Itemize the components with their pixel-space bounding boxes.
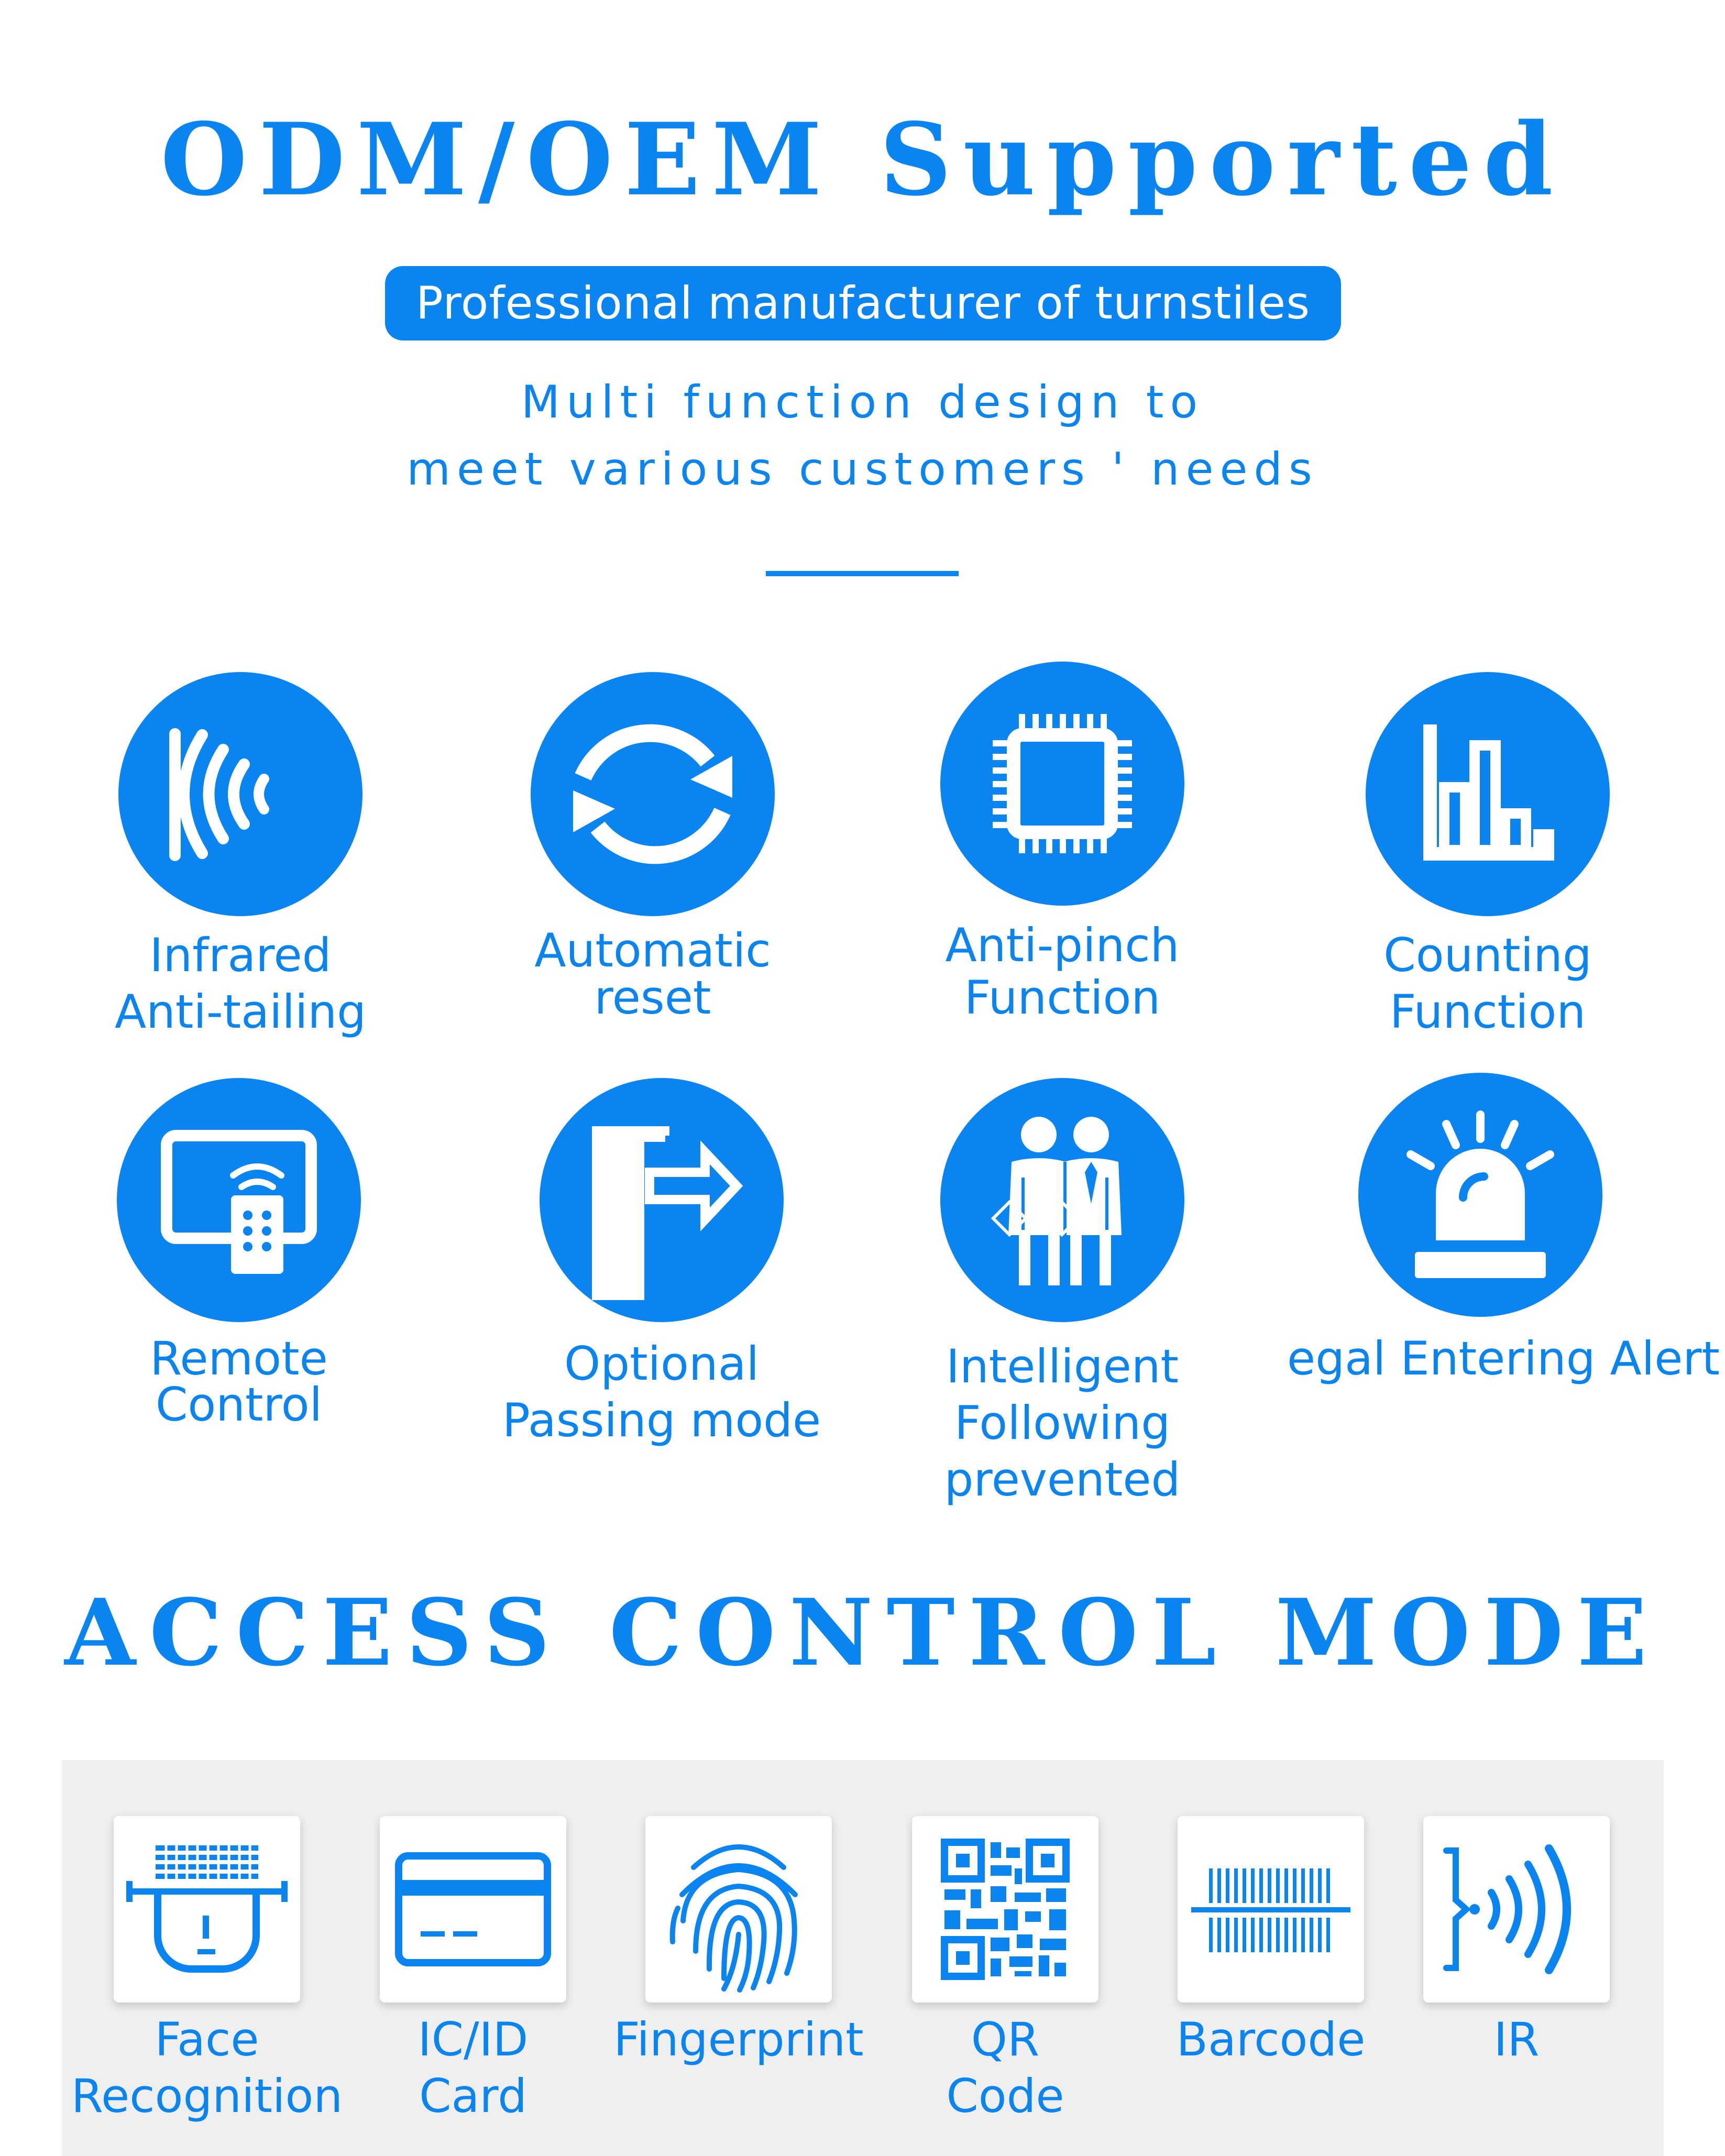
- access-control-title: ACCESS CONTROL MODE: [64, 1579, 1661, 1687]
- face-recognition-icon: [114, 1816, 300, 2003]
- ir-signal-icon: [1423, 1816, 1610, 2003]
- feature-label-remote-control: Remote Control: [150, 1332, 328, 1432]
- tagline-line-1: Multi function design to: [521, 376, 1204, 428]
- mode-tile-qr: [912, 1816, 1098, 2003]
- mode-label-ir: IR: [1493, 2012, 1540, 2066]
- mode-tile-barcode: [1178, 1816, 1364, 2003]
- infrared-feature: [118, 672, 362, 916]
- feature-label-counting: Counting Function: [1383, 928, 1592, 1039]
- remote-control-feature: [117, 1078, 361, 1322]
- refresh-icon: [531, 672, 775, 916]
- feature-label-entering-alert: egal Entering Alert: [1287, 1332, 1720, 1385]
- passing-mode-feature: [540, 1078, 784, 1322]
- bar-chart-icon: [1366, 672, 1610, 916]
- page-title: ODM/OEM Supported: [160, 101, 1565, 218]
- subtitle-badge: Professional manufacturer of turnstiles: [385, 266, 1341, 340]
- qr-code-icon: [912, 1816, 1098, 2003]
- fingerprint-icon: [645, 1816, 832, 2003]
- barcode-icon: [1178, 1816, 1364, 2003]
- mode-label-face: Face Recognition: [71, 2012, 343, 2123]
- auto-reset-feature: [531, 672, 775, 916]
- entering-alert-feature: [1358, 1073, 1602, 1317]
- remote-control-icon: [117, 1078, 361, 1322]
- counting-feature: [1366, 672, 1610, 916]
- mode-tile-face: [114, 1816, 300, 2003]
- two-people-icon: [940, 1078, 1184, 1322]
- chip-icon: [940, 662, 1184, 906]
- mode-label-qr: QR Code: [946, 2012, 1064, 2123]
- feature-label-following: Intelligent Following prevented: [944, 1339, 1181, 1506]
- tagline-line-2: meet various customers ' needs: [406, 443, 1319, 496]
- infrared-signal-icon: [118, 672, 362, 916]
- mode-label-barcode: Barcode: [1176, 2012, 1366, 2066]
- mode-tile-fingerprint: [645, 1816, 832, 2003]
- feature-label-passing-mode: Optional Passing mode: [502, 1337, 821, 1447]
- mode-tile-ir: [1423, 1816, 1610, 2003]
- feature-label-infrared: Infrared Anti-tailing: [114, 928, 367, 1039]
- card-icon: [380, 1816, 566, 2003]
- following-prevented-feature: [940, 1078, 1184, 1322]
- alarm-siren-icon: [1358, 1073, 1602, 1317]
- feature-label-anti-pinch: Anti-pinch Function: [945, 918, 1180, 1025]
- section-divider: [766, 571, 959, 576]
- mode-label-fingerprint: Fingerprint: [613, 2012, 864, 2066]
- mode-label-card: IC/ID Card: [417, 2012, 529, 2123]
- mode-tile-card: [380, 1816, 566, 2003]
- exit-door-icon: [540, 1078, 784, 1322]
- anti-pinch-feature: [940, 662, 1184, 906]
- feature-label-auto-reset: Automatic reset: [534, 923, 771, 1025]
